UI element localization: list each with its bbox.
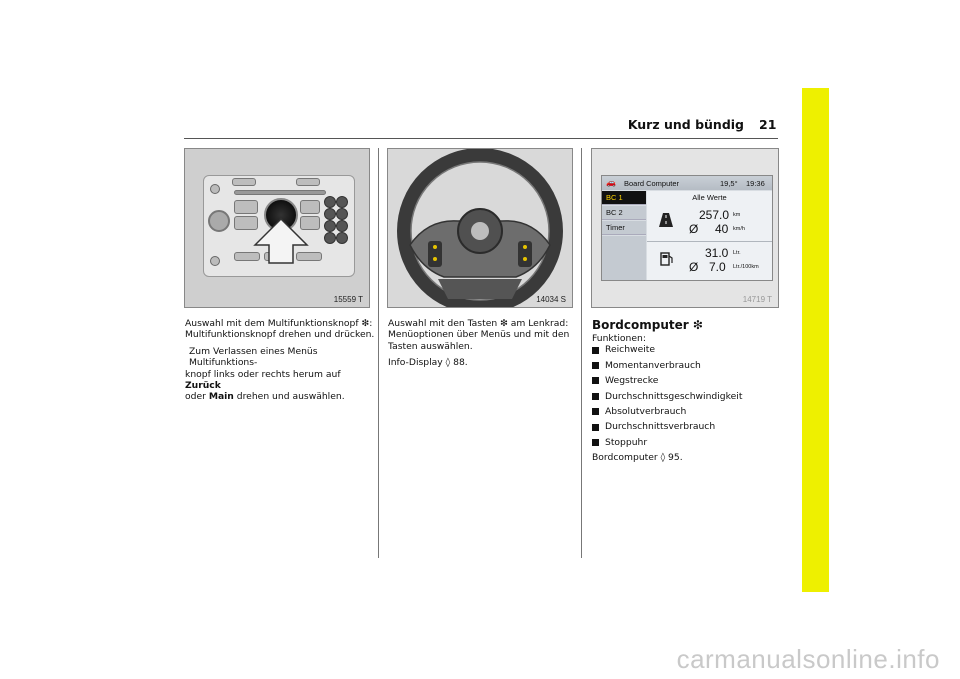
- avg-consumption-symbol: Ø: [689, 260, 699, 274]
- car-icon: 🚗: [606, 178, 616, 187]
- radio-image: [184, 148, 370, 308]
- steering-wheel-image: [387, 148, 573, 308]
- avg-consumption-unit: Ltr./100km: [733, 264, 759, 270]
- avg-speed-value: 40: [715, 222, 729, 236]
- image-number: 14034 S: [536, 295, 566, 304]
- page-title: Kurz und bündig: [627, 117, 744, 132]
- list-item: Absolutverbrauch: [592, 406, 782, 417]
- paragraph: Zum Verlassen eines Menüs Multifunktions-: [189, 345, 318, 369]
- text: drehen und auswählen.: [233, 391, 345, 403]
- avg-consumption-value: 7.0: [709, 260, 726, 274]
- arrow-up-icon: [253, 217, 309, 265]
- list-item: Stoppuhr: [592, 437, 782, 448]
- menu-label-zurueck: Zurück: [185, 380, 221, 392]
- bc-title: Board Computer: [624, 179, 680, 188]
- bc-temperature: 19,5°: [720, 179, 738, 188]
- chapter-tab: [802, 88, 829, 592]
- intro: Funktionen:: [592, 333, 646, 344]
- list-item: Reichweite: [592, 344, 782, 355]
- steering-wheel-icon: [388, 149, 572, 307]
- range-value: 257.0: [699, 208, 730, 222]
- header-rule: [184, 138, 778, 139]
- board-computer-screen: [601, 175, 773, 281]
- bc-menu-item-bc2[interactable]: BC 2: [602, 206, 646, 220]
- text: oder: [185, 391, 209, 403]
- cross-reference: Bordcomputer ◊ 95.: [592, 452, 683, 464]
- page-number: 21: [759, 117, 777, 132]
- paragraph: Tasten auswählen.: [388, 340, 473, 352]
- paragraph: Auswahl mit den Tasten ❇ am Lenkrad:: [388, 318, 569, 329]
- bc-menu-item-timer[interactable]: Timer: [602, 221, 646, 235]
- fuel-used-unit: Ltr.: [733, 250, 741, 256]
- board-computer-image: [591, 148, 779, 308]
- road-icon: [659, 213, 673, 227]
- avg-speed-symbol: Ø: [689, 222, 699, 236]
- column-divider: [378, 148, 379, 558]
- list-item: Wegstrecke: [592, 375, 782, 386]
- list-item: Durchschnittsverbrauch: [592, 421, 782, 432]
- menu-label-main: Main: [208, 391, 234, 403]
- fuel-used-value: 31.0: [705, 246, 729, 260]
- fuel-pump-icon: [660, 252, 674, 266]
- paragraph: Menüoptionen über Menüs und mit den: [388, 329, 570, 341]
- column-2-text: [388, 318, 574, 369]
- cross-reference: Info-Display ◊ 88.: [388, 357, 468, 369]
- bc-title-bar: [602, 176, 772, 190]
- column-1-text: [185, 318, 375, 403]
- bc-heading: Alle Werte: [692, 193, 727, 202]
- avg-speed-unit: km/h: [733, 226, 745, 232]
- text: knopf links oder rechts herum auf: [185, 368, 341, 380]
- bc-values-panel: [647, 191, 772, 280]
- bc-menu-item-bc1[interactable]: BC 1: [602, 191, 646, 205]
- paragraph: Auswahl mit dem Multifunktionsknopf ❇:: [185, 318, 373, 329]
- watermark: carmanualsonline.info: [676, 644, 940, 674]
- list-item: Durchschnittsgeschwindigkeit: [592, 391, 782, 402]
- image-number: 15559 T: [333, 295, 363, 304]
- bc-time: 19:36: [746, 179, 765, 188]
- paragraph: Multifunktionsknopf drehen und drücken.: [185, 329, 375, 341]
- column-divider: [581, 148, 582, 558]
- section-heading: Bordcomputer ❇: [592, 318, 703, 332]
- list-item: Momentanverbrauch: [592, 360, 782, 371]
- image-number: 14719 T: [742, 295, 772, 304]
- column-3-text: [592, 318, 782, 464]
- range-unit: km: [733, 212, 741, 218]
- volume-knob: [208, 210, 230, 232]
